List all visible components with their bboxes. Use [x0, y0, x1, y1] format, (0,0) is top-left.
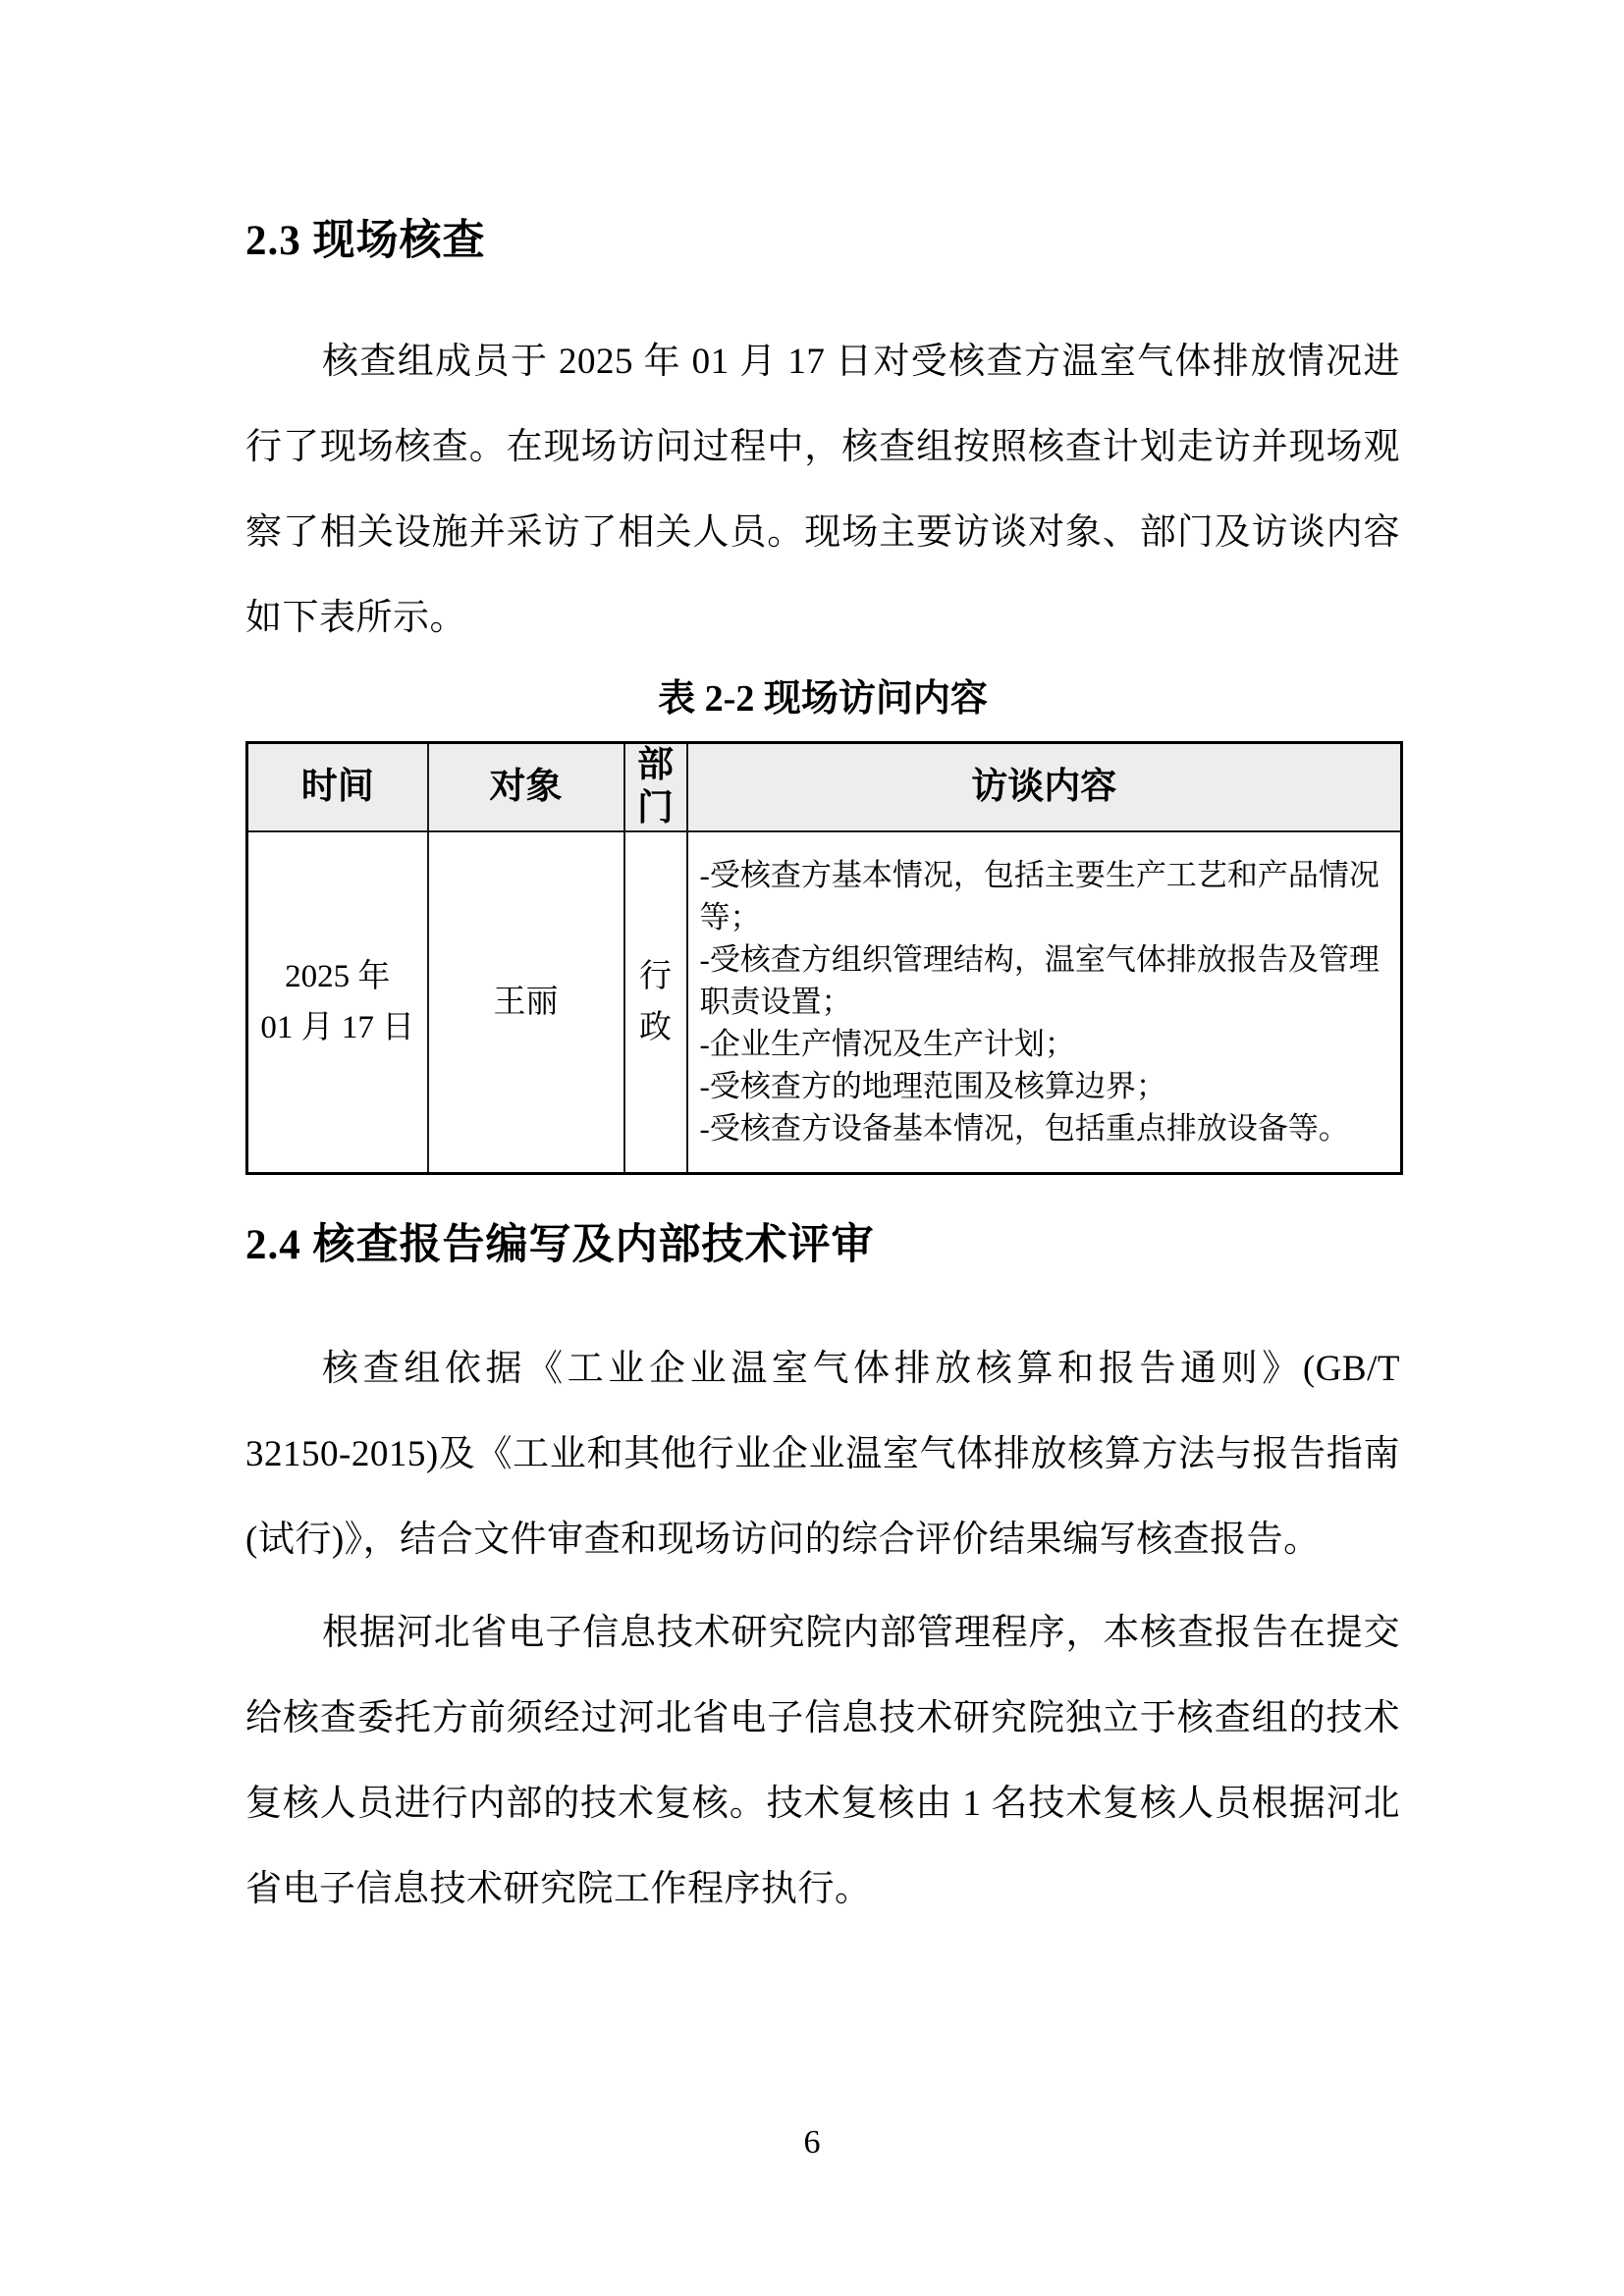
- cell-department: 行政: [624, 831, 687, 1173]
- table-2-2-title: 表 2-2 现场访问内容: [658, 678, 988, 720]
- paragraph-report-writing: 核查组依据《工业企业温室气体排放核算和报告通则》(GB/T 32150-2015)及《工业和其他行业企业温室气体排放核算方法与报告指南(试行)》，结合文件审查和现场访问的综合评价结果编写核查报告。: [245, 1348, 1400, 1560]
- cell-time: [247, 831, 428, 1173]
- site-visit-table: [245, 741, 1403, 1175]
- col-header-interviewee: 对象: [428, 743, 624, 832]
- topic-item: -受核查方基本情况，包括主要生产工艺和产品情况等；: [699, 858, 1380, 935]
- time-line-2: 01 月 17 日: [260, 1009, 415, 1045]
- paragraph-site-visit: 核查组成员于 2025 年 01 月 17 日对受核查方温室气体排放情况进行了现场核查。在现场访问过程中，核查组按照核查计划走访并现场观察了相关设施并采访了相关人员。现场主要访谈对象、部门及访谈内容如下表所示。: [245, 342, 1400, 638]
- page-content: [245, 0, 1400, 1932]
- table-row: [247, 831, 1402, 1173]
- topic-item: -受核查方组织管理结构，温室气体排放报告及管理职责设置；: [699, 942, 1380, 1020]
- topic-item: -受核查方设备基本情况，包括重点排放设备等。: [699, 1111, 1349, 1147]
- section-heading-2-3: 2.3 现场核查: [245, 218, 486, 264]
- topic-item: -企业生产情况及生产计划；: [699, 1027, 1075, 1062]
- table-header-row: [247, 743, 1402, 832]
- page-number: 6: [803, 2124, 821, 2161]
- time-line-1: 2025 年: [285, 958, 391, 994]
- col-header-content: 访谈内容: [687, 743, 1402, 832]
- section-heading-2-4: 2.4 核查报告编写及内部技术评审: [245, 1221, 875, 1268]
- paragraph-internal-review: 根据河北省电子信息技术研究院内部管理程序，本核查报告在提交给核查委托方前须经过河北省电子信息技术研究院独立于核查组的技术复核人员进行内部的技术复核。技术复核由 1 名技术复核人员根据河北省电子信息技术研究院工作程序执行。: [245, 1612, 1400, 1909]
- col-header-time: 时间: [247, 743, 428, 832]
- topic-item: -受核查方的地理范围及核算边界；: [699, 1069, 1166, 1104]
- cell-interview-topics: [687, 831, 1402, 1173]
- col-header-department: 部门: [624, 743, 687, 832]
- cell-interviewee: 王丽: [428, 831, 624, 1173]
